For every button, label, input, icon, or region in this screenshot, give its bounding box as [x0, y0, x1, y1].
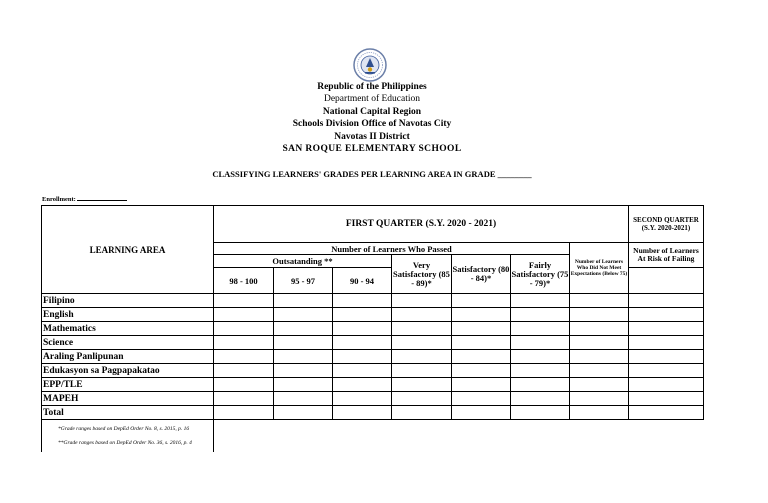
- range-95-97: 95 - 97: [274, 268, 333, 294]
- blank-cell[interactable]: [392, 350, 452, 364]
- blank-cell[interactable]: [570, 322, 629, 336]
- did-not-meet-header: Number of Learners Who Did Not Meet Expectations (Below 75): [570, 243, 629, 294]
- blank-cell[interactable]: [629, 336, 704, 350]
- blank-cell[interactable]: [452, 336, 511, 350]
- blank-cell[interactable]: [629, 378, 704, 392]
- blank-cell[interactable]: [629, 392, 704, 406]
- table-row: [42, 364, 704, 378]
- blank-cell[interactable]: [274, 308, 333, 322]
- blank-cell[interactable]: [570, 406, 629, 420]
- blank-cell[interactable]: [333, 378, 392, 392]
- blank-cell[interactable]: [570, 364, 629, 378]
- blank-cell[interactable]: [629, 308, 704, 322]
- blank-cell[interactable]: [214, 406, 274, 420]
- blank-cell[interactable]: [392, 322, 452, 336]
- blank-cell[interactable]: [629, 364, 704, 378]
- header-school-name: SAN ROQUE ELEMENTARY SCHOOL: [282, 144, 462, 155]
- blank-cell[interactable]: [274, 294, 333, 308]
- table-row: [42, 406, 704, 420]
- blank-cell[interactable]: [274, 364, 333, 378]
- subject-label: Filipino: [42, 294, 214, 308]
- first-quarter-header: FIRST QUARTER (S.Y. 2020 - 2021): [214, 206, 629, 243]
- header-line-district: Navotas II District: [334, 131, 410, 142]
- blank-cell[interactable]: [333, 294, 392, 308]
- blank-cell[interactable]: [629, 406, 704, 420]
- blank-cell[interactable]: [629, 294, 704, 308]
- passed-header: Number of Learners Who Passed: [214, 243, 570, 255]
- at-risk-blank-cell: [629, 268, 704, 294]
- blank-cell[interactable]: [392, 294, 452, 308]
- enrollment-label: Enrollment:: [42, 196, 78, 203]
- fairly-satisfactory-header: Fairly Satisfactory (75 - 79)*: [511, 255, 570, 294]
- blank-cell[interactable]: [333, 364, 392, 378]
- blank-cell[interactable]: [452, 350, 511, 364]
- subject-label: Total: [42, 406, 214, 420]
- subject-label: Araling Panlipunan: [42, 350, 214, 364]
- blank-cell[interactable]: [333, 308, 392, 322]
- blank-cell[interactable]: [629, 322, 704, 336]
- blank-cell[interactable]: [274, 350, 333, 364]
- blank-cell[interactable]: [214, 392, 274, 406]
- blank-cell[interactable]: [214, 350, 274, 364]
- blank-cell[interactable]: [274, 392, 333, 406]
- blank-cell[interactable]: [274, 406, 333, 420]
- range-98-100: 98 - 100: [214, 268, 274, 294]
- blank-cell[interactable]: [333, 392, 392, 406]
- blank-cell[interactable]: [214, 308, 274, 322]
- blank-cell[interactable]: [452, 406, 511, 420]
- blank-cell[interactable]: [570, 350, 629, 364]
- document-title: CLASSIFYING LEARNERS' GRADES PER LEARNING AREA IN GRADE ________: [212, 169, 532, 179]
- blank-cell[interactable]: [511, 322, 570, 336]
- blank-cell[interactable]: [333, 336, 392, 350]
- subject-label: Edukasyon sa Pagpapakatao: [42, 364, 214, 378]
- blank-cell[interactable]: [570, 392, 629, 406]
- table-row: [42, 322, 704, 336]
- blank-cell[interactable]: [452, 364, 511, 378]
- header-line-division: Schools Division Office of Navotas City: [292, 119, 452, 130]
- outstanding-header: Outsatanding **: [214, 255, 392, 268]
- blank-cell[interactable]: [629, 350, 704, 364]
- blank-cell[interactable]: [214, 336, 274, 350]
- subject-label: English: [42, 308, 214, 322]
- blank-cell[interactable]: [333, 322, 392, 336]
- blank-cell[interactable]: [452, 322, 511, 336]
- blank-cell[interactable]: [214, 322, 274, 336]
- blank-cell[interactable]: [511, 392, 570, 406]
- blank-cell[interactable]: [511, 308, 570, 322]
- blank-cell[interactable]: [274, 378, 333, 392]
- blank-cell[interactable]: [392, 406, 452, 420]
- enrollment-field: [42, 194, 127, 203]
- notes-left-border: [41, 420, 42, 452]
- blank-cell[interactable]: [214, 378, 274, 392]
- blank-cell[interactable]: [570, 378, 629, 392]
- blank-cell[interactable]: [452, 392, 511, 406]
- table-row: [42, 308, 704, 322]
- learning-area-header: LEARNING AREA: [42, 206, 214, 294]
- blank-cell[interactable]: [570, 308, 629, 322]
- table-row: [42, 378, 704, 392]
- blank-cell[interactable]: [570, 294, 629, 308]
- table-row: [42, 294, 704, 308]
- blank-cell[interactable]: [452, 294, 511, 308]
- subject-label: MAPEH: [42, 392, 214, 406]
- blank-cell[interactable]: [511, 294, 570, 308]
- blank-cell[interactable]: [392, 392, 452, 406]
- blank-cell[interactable]: [274, 336, 333, 350]
- blank-cell[interactable]: [511, 364, 570, 378]
- range-90-94: 90 - 94: [333, 268, 392, 294]
- header-line-region: National Capital Region: [322, 106, 422, 117]
- deped-seal-icon: [353, 48, 387, 82]
- blank-cell[interactable]: [511, 406, 570, 420]
- enrollment-blank: [77, 194, 127, 201]
- subject-label: Science: [42, 336, 214, 350]
- grades-table: [41, 205, 704, 420]
- blank-cell[interactable]: [392, 364, 452, 378]
- table-row: [42, 350, 704, 364]
- subject-label: Mathematics: [42, 322, 214, 336]
- notes-divider: [213, 420, 214, 452]
- blank-cell[interactable]: [214, 294, 274, 308]
- second-quarter-header: SECOND QUARTER (S.Y. 2020-2021): [629, 206, 704, 243]
- very-satisfactory-header: Very Satisfactory (85 - 89)*: [392, 255, 452, 294]
- blank-cell[interactable]: [214, 364, 274, 378]
- blank-cell[interactable]: [392, 378, 452, 392]
- letterhead: [0, 81, 744, 155]
- subject-label: EPP/TLE: [42, 378, 214, 392]
- table-row: [42, 336, 704, 350]
- blank-cell[interactable]: [392, 336, 452, 350]
- table-row: [42, 392, 704, 406]
- blank-cell[interactable]: [333, 350, 392, 364]
- blank-cell[interactable]: [452, 378, 511, 392]
- blank-cell[interactable]: [452, 308, 511, 322]
- satisfactory-header: Satisfactory (80 - 84)*: [452, 255, 511, 294]
- blank-cell[interactable]: [570, 336, 629, 350]
- blank-cell[interactable]: [511, 336, 570, 350]
- footnote-2: **Grade ranges based on DepEd Order No. 36, s. 2016, p. 4: [58, 440, 192, 446]
- header-line-republic: Republic of the Philippines: [317, 82, 427, 92]
- header-line-deped: Department of Education: [323, 94, 421, 105]
- blank-cell[interactable]: [511, 350, 570, 364]
- footnote-1: *Grade ranges based on DepEd Order No. 8, s. 2015, p. 16: [58, 426, 190, 432]
- at-risk-header: Number of Learners At Risk of Failing: [629, 243, 704, 268]
- blank-cell[interactable]: [392, 308, 452, 322]
- blank-cell[interactable]: [511, 378, 570, 392]
- blank-cell[interactable]: [333, 406, 392, 420]
- blank-cell[interactable]: [274, 322, 333, 336]
